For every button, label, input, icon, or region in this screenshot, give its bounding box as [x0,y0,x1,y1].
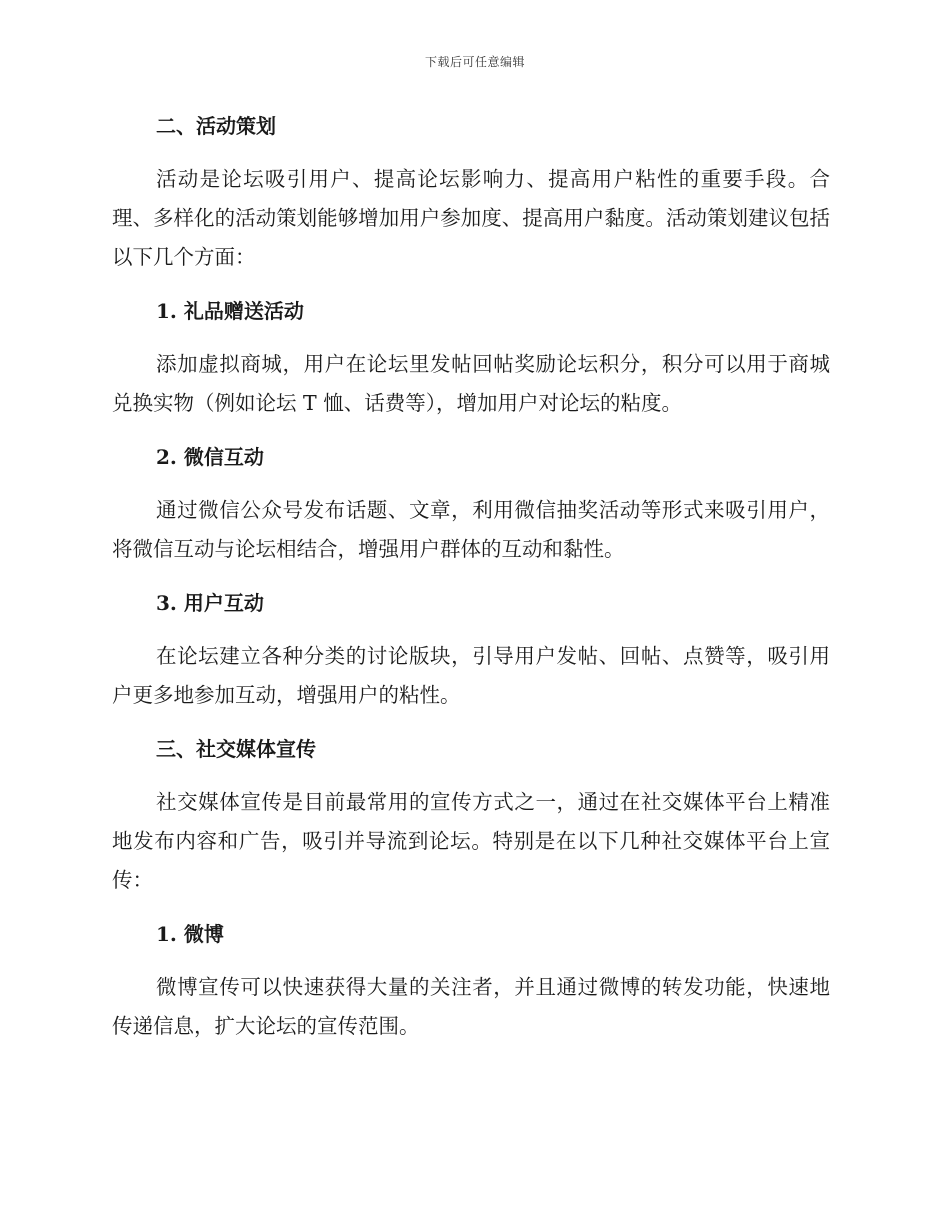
subheading-weibo: 1. 微博 [156,922,224,946]
paragraph-social-media-intro: 社交媒体宣传是目前最常用的宣传方式之一，通过在社交媒体平台上精准地发布内容和广告，吸引并导流到论坛。特别是在以下几种社交媒体平台上宣传： [112,790,830,892]
paragraph-user-interaction: 在论坛建立各种分类的讨论版块，引导用户发帖、回帖、点赞等，吸引用户更多地参加互动，增强用户的粘性。 [112,644,830,707]
paragraph-gift-activity: 添加虚拟商城，用户在论坛里发帖回帖奖励论坛积分，积分可以用于商城兑换实物（例如论坛 T 恤、话费等），增加用户对论坛的粘度。 [112,352,830,415]
paragraph-activity-intro: 活动是论坛吸引用户、提高论坛影响力、提高用户粘性的重要手段。合理、多样化的活动策划能够增加用户参加度、提高用户黏度。活动策划建议包括以下几个方面： [112,167,830,269]
subheading-wechat-interaction: 2. 微信互动 [156,445,264,469]
subheading-gift-activity: 1. 礼品赠送活动 [156,299,304,323]
document-body [112,106,830,1060]
section-heading-activity-planning: 二、活动策划 [156,114,276,138]
paragraph-wechat-interaction: 通过微信公众号发布话题、文章，利用微信抽奖活动等形式来吸引用户，将微信互动与论坛相结合，增强用户群体的互动和黏性。 [112,498,830,561]
subheading-user-interaction: 3. 用户互动 [156,591,264,615]
paragraph-weibo: 微博宣传可以快速获得大量的关注者，并且通过微博的转发功能，快速地传递信息，扩大论坛的宣传范围。 [112,975,830,1038]
header-note: 下载后可任意编辑 [424,55,525,69]
section-heading-social-media: 三、社交媒体宣传 [156,737,316,761]
